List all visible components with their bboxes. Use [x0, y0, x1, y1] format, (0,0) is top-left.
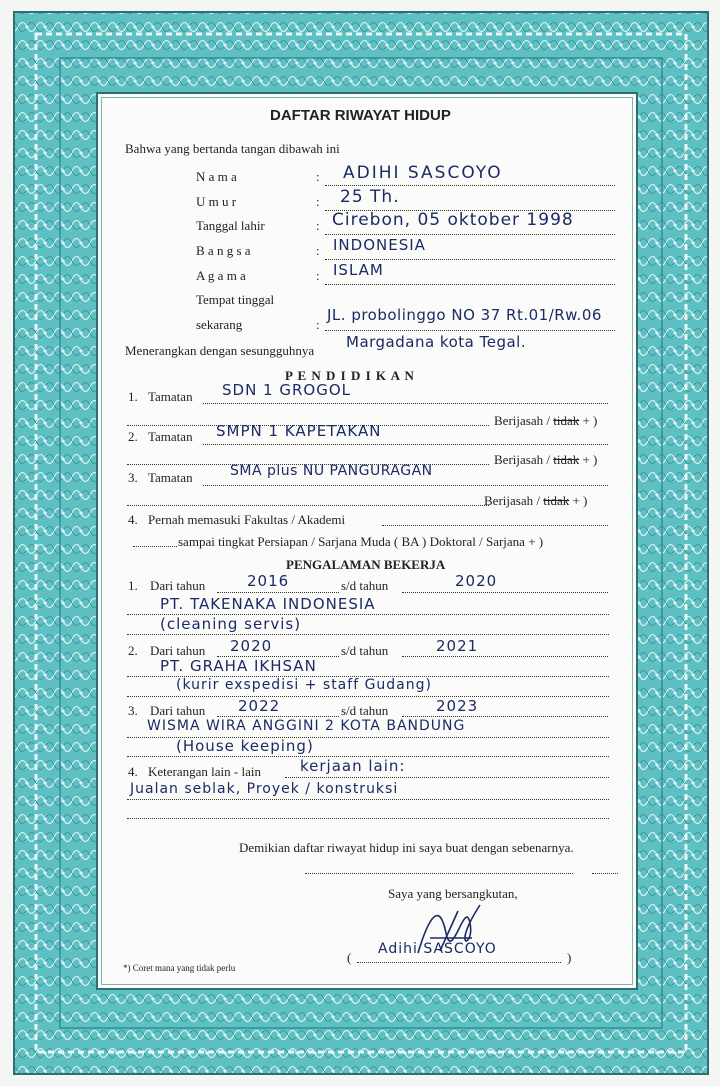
pengalaman-no-1: 1. [128, 578, 138, 593]
value-tanggal-lahir: Cirebon, 05 oktober 1998 [332, 210, 574, 230]
pengalaman-no-3: 3. [128, 703, 138, 718]
label-umur: U m u r [196, 194, 237, 209]
value-agama: ISLAM [333, 261, 384, 279]
keterangan-value-1: kerjaan lain: [300, 757, 406, 775]
pengalaman-sd-3: 2023 [436, 697, 479, 715]
label-sekarang: sekarang [196, 317, 243, 332]
label-agama: A g a m a [196, 268, 246, 283]
menerangkan-text: Menerangkan dengan sesungguhnya [125, 343, 315, 358]
pendidikan-no-3: 3. [128, 470, 138, 485]
pengalaman-posisi-2: (kurir exspedisi + staff Gudang) [176, 677, 432, 693]
pengalaman-no-2: 2. [128, 643, 138, 658]
closing-text: Demikian daftar riwayat hidup ini saya buat dengan sebenarnya. [239, 840, 574, 855]
dari-label-2: Dari tahun [150, 643, 206, 658]
colon: : [316, 169, 320, 184]
pendidikan-no-2: 2. [128, 429, 138, 444]
label-tempat-tinggal: Tempat tinggal [196, 292, 275, 307]
footnote: *) Coret mana yang tidak perlu [123, 963, 236, 973]
sign-open: ( [347, 950, 352, 965]
value-tempat-tinggal-2: Margadana kota Tegal. [346, 333, 527, 351]
colon: : [316, 317, 320, 332]
intro-text: Bahwa yang bertanda tangan dibawah ini [125, 141, 340, 156]
sign-close: ) [567, 950, 572, 965]
saya-text: Saya yang bersangkutan, [388, 886, 518, 901]
pengalaman-dari-3: 2022 [238, 697, 281, 715]
pendidikan-value-1: SDN 1 GROGOL [222, 381, 352, 399]
fakultas-label: Pernah memasuki Fakultas / Akademi [148, 512, 346, 527]
sd-label-2: s/d tahun [341, 643, 389, 658]
pendidikan-no-1: 1. [128, 389, 138, 404]
pengalaman-posisi-3: (House keeping) [176, 737, 314, 755]
pendidikan-no-4: 4. [128, 512, 138, 527]
colon: : [316, 218, 320, 233]
colon: : [316, 268, 320, 283]
dari-label-3: Dari tahun [150, 703, 206, 718]
pengalaman-sd-2: 2021 [436, 637, 479, 655]
pengalaman-tempat-2: PT. GRAHA IKHSAN [160, 657, 317, 675]
label-nama: N a m a [196, 169, 237, 184]
value-umur: 25 Th. [340, 187, 400, 207]
value-bangsa: INDONESIA [333, 236, 426, 254]
colon: : [316, 194, 320, 209]
pengalaman-sd-1: 2020 [455, 572, 498, 590]
keterangan-value-2: Jualan seblak, Proyek / konstruksi [130, 781, 399, 797]
sd-label-1: s/d tahun [341, 578, 389, 593]
pengalaman-heading: PENGALAMAN BEKERJA [286, 557, 446, 572]
signature-name: Adihi SASCOYO [378, 941, 497, 957]
keterangan-label: Keterangan lain - lain [148, 764, 261, 779]
pendidikan-value-3: SMA plus NU PANGURAGAN [230, 463, 433, 479]
pendidikan-value-2: SMPN 1 KAPETAKAN [216, 422, 382, 440]
berijasah-1: Berijasah / tidak + ) [494, 413, 598, 428]
tamatan-label-3: Tamatan [148, 470, 193, 485]
dari-label-1: Dari tahun [150, 578, 206, 593]
tamatan-label-1: Tamatan [148, 389, 193, 404]
pendidikan-heading: P E N D I D I K A N [285, 368, 415, 383]
pengalaman-dari-2: 2020 [230, 637, 273, 655]
label-tanggal-lahir: Tanggal lahir [196, 218, 265, 233]
document-title: DAFTAR RIWAYAT HIDUP [270, 107, 451, 124]
label-bangsa: B a n g s a [196, 243, 251, 258]
pengalaman-tempat-1: PT. TAKENAKA INDONESIA [160, 595, 376, 613]
pengalaman-posisi-1: (cleaning servis) [160, 615, 302, 633]
value-nama: ADIHI SASCOYO [343, 163, 503, 183]
tamatan-label-2: Tamatan [148, 429, 193, 444]
berijasah-3: Berijasah / tidak + ) [484, 493, 588, 508]
pengalaman-tempat-3: WISMA WIRA ANGGINI 2 KOTA BANDUNG [147, 718, 466, 734]
pengalaman-dari-1: 2016 [247, 572, 290, 590]
berijasah-2: Berijasah / tidak + ) [494, 452, 598, 467]
fakultas-line2: sampai tingkat Persiapan / Sarjana Muda ( BA ) Doktoral / Sarjana + ) [178, 534, 544, 549]
value-tempat-tinggal-1: JL. probolinggo NO 37 Rt.01/Rw.06 [327, 306, 602, 324]
keterangan-no: 4. [128, 764, 138, 779]
colon: : [316, 243, 320, 258]
sd-label-3: s/d tahun [341, 703, 389, 718]
